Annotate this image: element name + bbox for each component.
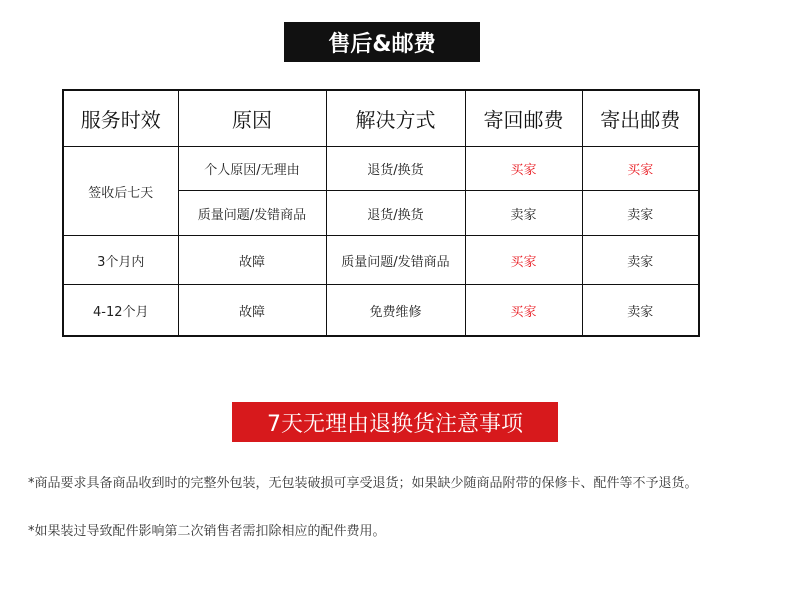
section-title-banner	[284, 22, 480, 62]
solution-cell: 免费维修	[326, 285, 465, 337]
header-return-postage: 寄回邮费	[465, 90, 582, 147]
send-fee-cell: 卖家	[582, 191, 699, 236]
solution-cell: 质量问题/发错商品	[326, 236, 465, 285]
solution-cell: 退货/换货	[326, 147, 465, 191]
table-row	[63, 147, 699, 191]
return-policy-note: *商品要求具备商品收到时的完整外包装，无包装破损可享受退货；如果缺少随商品附带的保修卡、配件等不予退货。	[28, 476, 698, 491]
return-fee-cell: 卖家	[465, 191, 582, 236]
header-solution: 解决方式	[326, 90, 465, 147]
table-header-row	[63, 90, 699, 147]
reason-cell: 故障	[178, 285, 326, 337]
section-title: 售后&邮费	[328, 31, 436, 57]
send-fee-cell: 卖家	[582, 285, 699, 337]
table-row	[63, 285, 699, 337]
period-cell: 签收后七天	[63, 147, 178, 236]
header-send-postage: 寄出邮费	[582, 90, 699, 147]
send-fee-cell: 买家	[582, 147, 699, 191]
return-fee-cell: 买家	[465, 236, 582, 285]
notice-title: 7天无理由退换货注意事项	[267, 411, 523, 437]
reason-cell: 质量问题/发错商品	[178, 191, 326, 236]
table-row	[63, 236, 699, 285]
header-reason: 原因	[178, 90, 326, 147]
reason-cell: 个人原因/无理由	[178, 147, 326, 191]
reason-cell: 故障	[178, 236, 326, 285]
period-cell: 3个月内	[63, 236, 178, 285]
notice-title-banner	[232, 402, 558, 442]
header-service-period: 服务时效	[63, 90, 178, 147]
period-cell: 4-12个月	[63, 285, 178, 337]
return-fee-cell: 买家	[465, 285, 582, 337]
send-fee-cell: 卖家	[582, 236, 699, 285]
accessory-fee-note: *如果装过导致配件影响第二次销售者需扣除相应的配件费用。	[28, 524, 386, 539]
return-fee-cell: 买家	[465, 147, 582, 191]
solution-cell: 退货/换货	[326, 191, 465, 236]
after-sales-table	[62, 89, 700, 337]
